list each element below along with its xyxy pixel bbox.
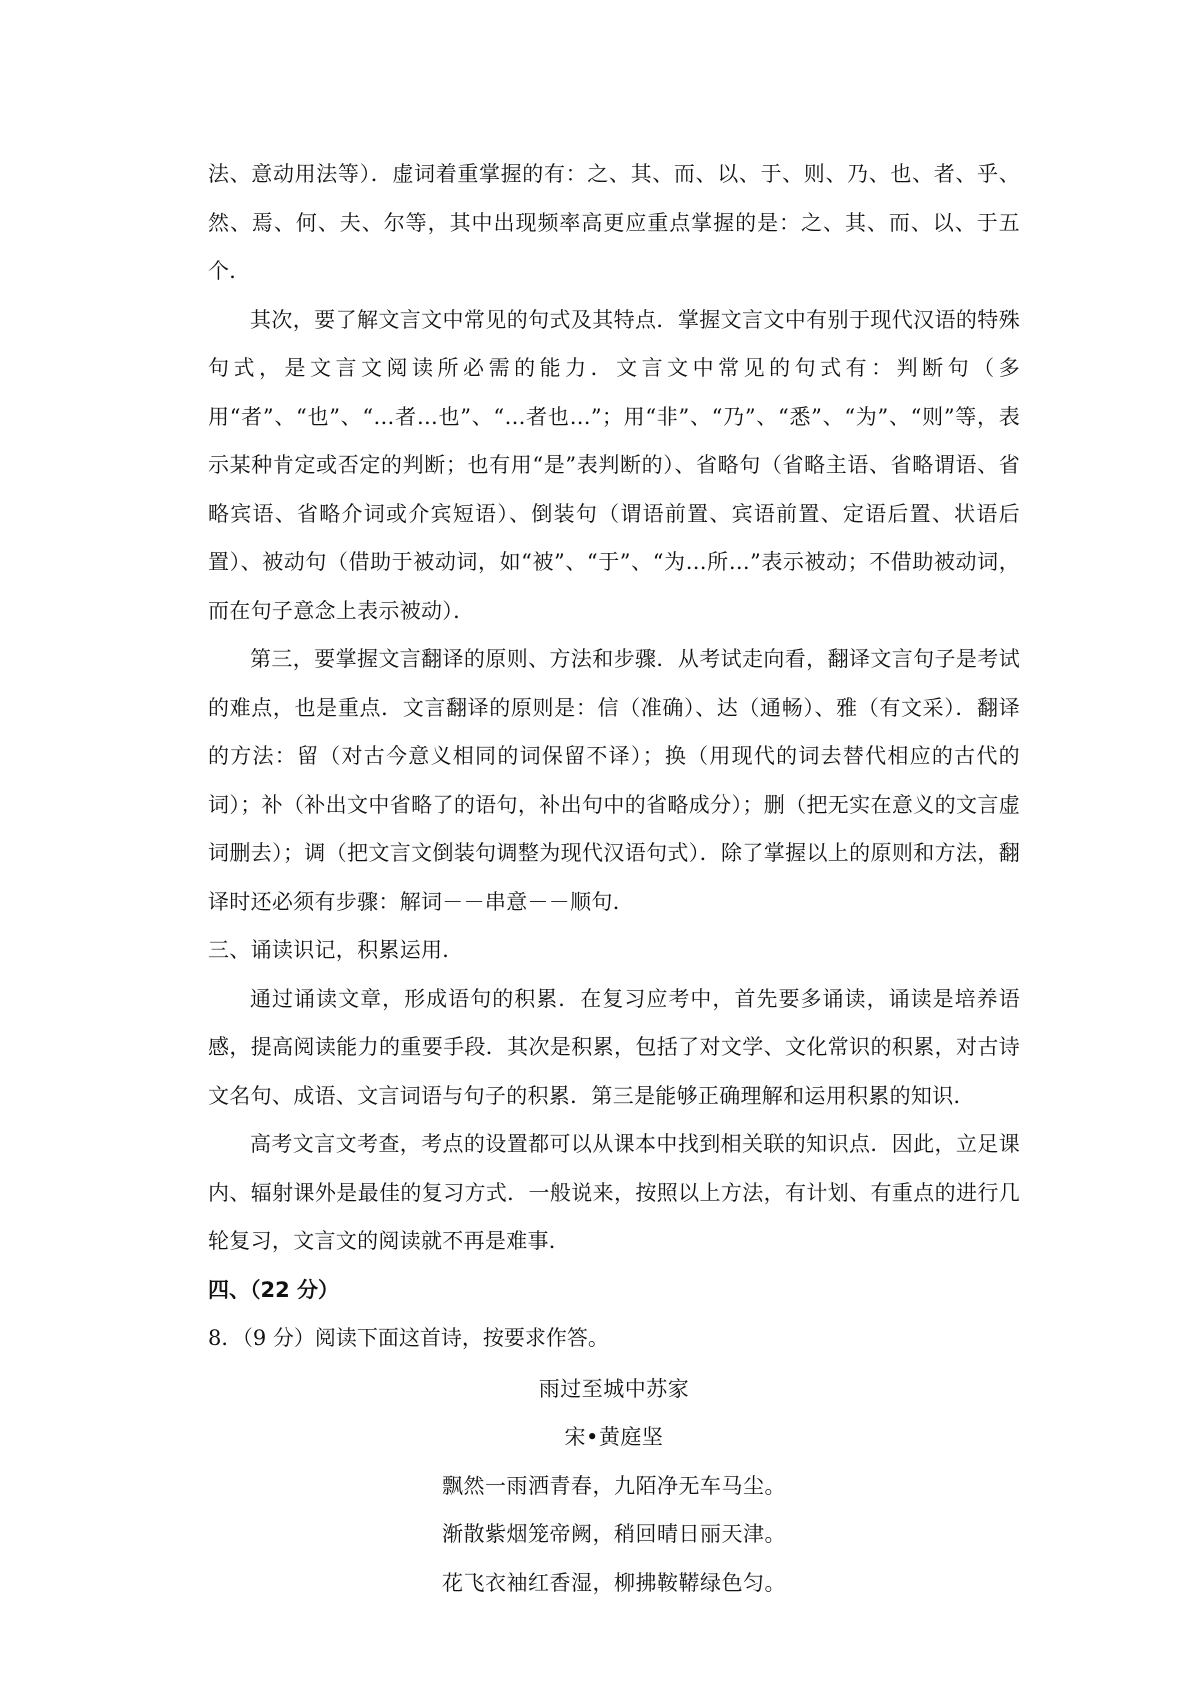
paragraph-recitation-body: 通过诵读文章，形成语句的积累．在复习应考中，首先要多诵读，诵读是培养语感，提高阅读能力的重要手段．其次是积累，包括了对文学、文化常识的积累，对古诗文名句、成语、文言词语与句子的积累．第三是能够正确理解和运用积累的知识．	[208, 986, 1020, 1108]
question-prompt: 8．（9 分）阅读下面这首诗，按要求作答。	[208, 1326, 609, 1350]
poem-line: 花飞衣袖红香湿，柳拂鞍鞯绿色匀。	[442, 1570, 786, 1595]
paragraph-sentence-patterns: 其次，要了解文言文中常见的句式及其特点．掌握文言文中有别于现代汉语的特殊句式，是文言文阅读所必需的能力．文言文中常见的句式有：判断句（多用“者”、“也”、“…者…也”、“…者也…”；用“非”、“乃”、“悉”、“为”、“则”等，表示某种肯定或否定的判断；也有用“是”表判断的）、省略句（省略主语、省略谓语、省略宾语、省略介词或介宾短语）、倒装句（谓语前置、宾语前置、定语后置、状语后置）、被动句（借助于被动词，如“被”、“于”、“为…所…”表示被动；不借助被动词，而在句子意念上表示被动）．	[208, 307, 1020, 623]
paragraph-function-words: 法、意动用法等）．虚词着重掌握的有：之、其、而、以、于、则、乃、也、者、乎、然、焉、何、夫、尔等，其中出现频率高更应重点掌握的是：之、其、而、以、于五个．	[208, 162, 1020, 283]
paragraph-review-summary: 高考文言文考查，考点的设置都可以从课本中找到相关联的知识点．因此，立足课内、辐射课外是最佳的复习方式．一般说来，按照以上方法，有计划、有重点的进行几轮复习，文言文的阅读就不再是难事．	[208, 1132, 1020, 1253]
paragraph-translation-method: 第三，要掌握文言翻译的原则、方法和步骤．从考试走向看，翻译文言句子是考试的难点，也是重点．文言翻译的原则是：信（准确）、达（通畅）、雅（有文采）．翻译的方法：留（对古今意义相同的词保留不译）；换（用现代的词去替代相应的古代的词）；补（补出文中省略了的语句，补出句中的省略成分）；删（把无实在意义的文言虚词删去）；调（把文言文倒装句调整为现代汉语句式）．除了掌握以上的原则和方法，翻译时还必须有步骤：解词－－串意－－顺句．	[208, 647, 1020, 914]
document-content	[208, 150, 1020, 1607]
poem-line: 渐散紫烟笼帝阙，稍回晴日丽天津。	[442, 1522, 786, 1546]
poem-line: 飘然一雨洒青春，九陌净无车马尘。	[442, 1473, 786, 1498]
poem-author: 宋•黄庭坚	[564, 1425, 664, 1449]
paragraph-recitation-heading: 三、诵读识记，积累运用．	[208, 938, 464, 962]
section-heading: 四、（22 分）	[208, 1277, 340, 1302]
poem-block	[208, 1365, 1020, 1608]
poem-title: 雨过至城中苏家	[538, 1376, 690, 1401]
